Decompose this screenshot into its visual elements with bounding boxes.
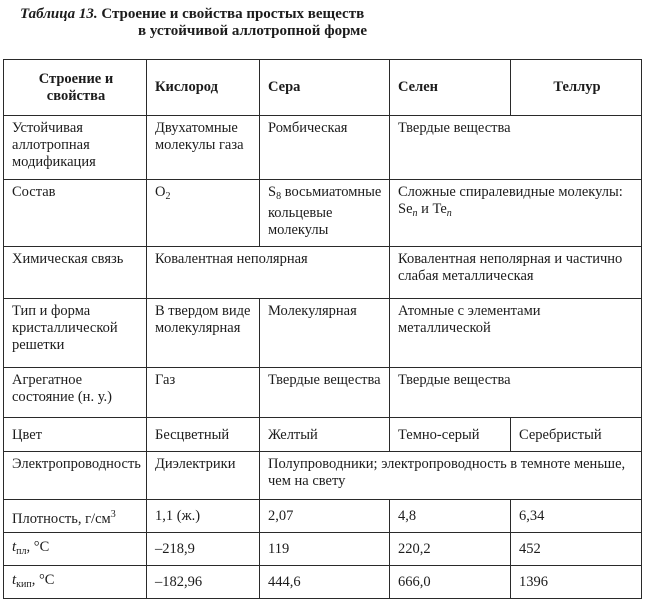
boiling-subscript: кип <box>16 579 32 590</box>
density-label-text: Плотность, г/см <box>12 510 111 527</box>
cell-state-se-te: Твердые вещества <box>390 368 642 418</box>
tellurium-index: n <box>446 208 452 219</box>
header-sulfur: Сера <box>260 60 390 116</box>
cell-lattice-oxygen: В твердом виде молекулярная <box>147 299 260 368</box>
cell-color-oxygen: Бесцветный <box>147 418 260 452</box>
cell-modification-oxygen: Двухатомные молекулы газа <box>147 116 260 180</box>
cell-melting-sulfur: 119 <box>260 533 390 566</box>
table-row <box>4 180 642 247</box>
header-selenium: Селен <box>390 60 511 116</box>
cell-lattice-sulfur: Молекулярная <box>260 299 390 368</box>
table-row <box>4 500 642 533</box>
cell-boiling-sulfur: 444,6 <box>260 566 390 599</box>
row-label-state: Агрегатное состояние (н. у.) <box>4 368 147 418</box>
cell-color-selenium: Темно-серый <box>390 418 511 452</box>
caption-title-line2: в устойчивой аллотропной форме <box>138 23 368 39</box>
oxygen-symbol: O <box>155 184 166 200</box>
cell-modification-sulfur: Ромбическая <box>260 116 390 180</box>
caption-label: Таблица 13. <box>20 6 98 22</box>
table-row <box>4 299 642 368</box>
se-te-composition-text: Сложные спиралевидные молекулы: <box>398 184 623 200</box>
cell-conductivity-oxygen: Диэлектрики <box>147 452 260 500</box>
table-caption <box>20 6 630 40</box>
cell-bond-o-s: Ковалентная неполярная <box>147 247 390 299</box>
caption-title-line1: Строение и свойства простых веществ <box>101 6 365 22</box>
density-unit-sup: 3 <box>110 508 116 520</box>
melting-subscript: пл <box>16 546 27 557</box>
table-row <box>4 452 642 500</box>
and-word: и <box>417 201 433 217</box>
boiling-unit: , °C <box>31 572 55 588</box>
cell-modification-se-te: Твердые вещества <box>390 116 642 180</box>
table-row <box>4 116 642 180</box>
cell-density-tellurium: 6,34 <box>511 500 642 533</box>
cell-boiling-oxygen: –182,96 <box>147 566 260 599</box>
table-row <box>4 533 642 566</box>
cell-state-sulfur: Твердые вещества <box>260 368 390 418</box>
cell-melting-oxygen: –218,9 <box>147 533 260 566</box>
cell-bond-se-te: Ковалентная неполярная и частично слабая металлическая <box>390 247 642 299</box>
sulfur-composition-text: восьмиатомные кольцевые молекулы <box>268 184 382 238</box>
cell-density-oxygen: 1,1 (ж.) <box>147 500 260 533</box>
table-row <box>4 247 642 299</box>
oxygen-index: 2 <box>165 191 171 202</box>
cell-melting-selenium: 220,2 <box>390 533 511 566</box>
row-label-color: Цвет <box>4 418 147 452</box>
melting-t-symbol: t <box>12 539 17 555</box>
table-row <box>4 566 642 599</box>
row-label-bond: Химическая связь <box>4 247 147 299</box>
cell-lattice-se-te: Атомные с элементами металлической <box>390 299 642 368</box>
cell-boiling-tellurium: 1396 <box>511 566 642 599</box>
properties-table <box>3 59 642 599</box>
table-row <box>4 418 642 452</box>
header-tellurium: Теллур <box>511 60 642 116</box>
header-oxygen: Кислород <box>147 60 260 116</box>
cell-boiling-selenium: 666,0 <box>390 566 511 599</box>
cell-composition-oxygen <box>147 180 260 247</box>
table-header-row <box>4 60 642 116</box>
row-label-lattice: Тип и форма кристаллической решетки <box>4 299 147 368</box>
melting-unit: , °C <box>26 539 50 555</box>
cell-melting-tellurium: 452 <box>511 533 642 566</box>
cell-composition-se-te <box>390 180 642 247</box>
cell-composition-sulfur <box>260 180 390 247</box>
cell-state-oxygen: Газ <box>147 368 260 418</box>
cell-density-sulfur: 2,07 <box>260 500 390 533</box>
boiling-t-symbol: t <box>12 572 17 588</box>
cell-color-sulfur: Желтый <box>260 418 390 452</box>
row-label-modification: Устойчивая аллотропная модификация <box>4 116 147 180</box>
cell-density-selenium: 4,8 <box>390 500 511 533</box>
table-row <box>4 368 642 418</box>
cell-color-tellurium: Серебристый <box>511 418 642 452</box>
row-label-composition: Состав <box>4 180 147 247</box>
row-label-boiling <box>4 566 147 599</box>
row-label-density <box>4 500 147 533</box>
tellurium-symbol: Te <box>432 201 447 217</box>
row-label-conductivity: Электропроводность <box>4 452 147 500</box>
cell-conductivity-s-se-te: Полупроводники; электропроводность в темноте меньше, чем на свету <box>260 452 642 500</box>
sulfur-index: 8 <box>276 191 282 202</box>
sulfur-symbol: S <box>268 184 277 200</box>
selenium-index: n <box>412 208 418 219</box>
selenium-symbol: Se <box>398 201 413 217</box>
row-label-melting <box>4 533 147 566</box>
header-structure: Строение и свойства <box>4 60 147 116</box>
